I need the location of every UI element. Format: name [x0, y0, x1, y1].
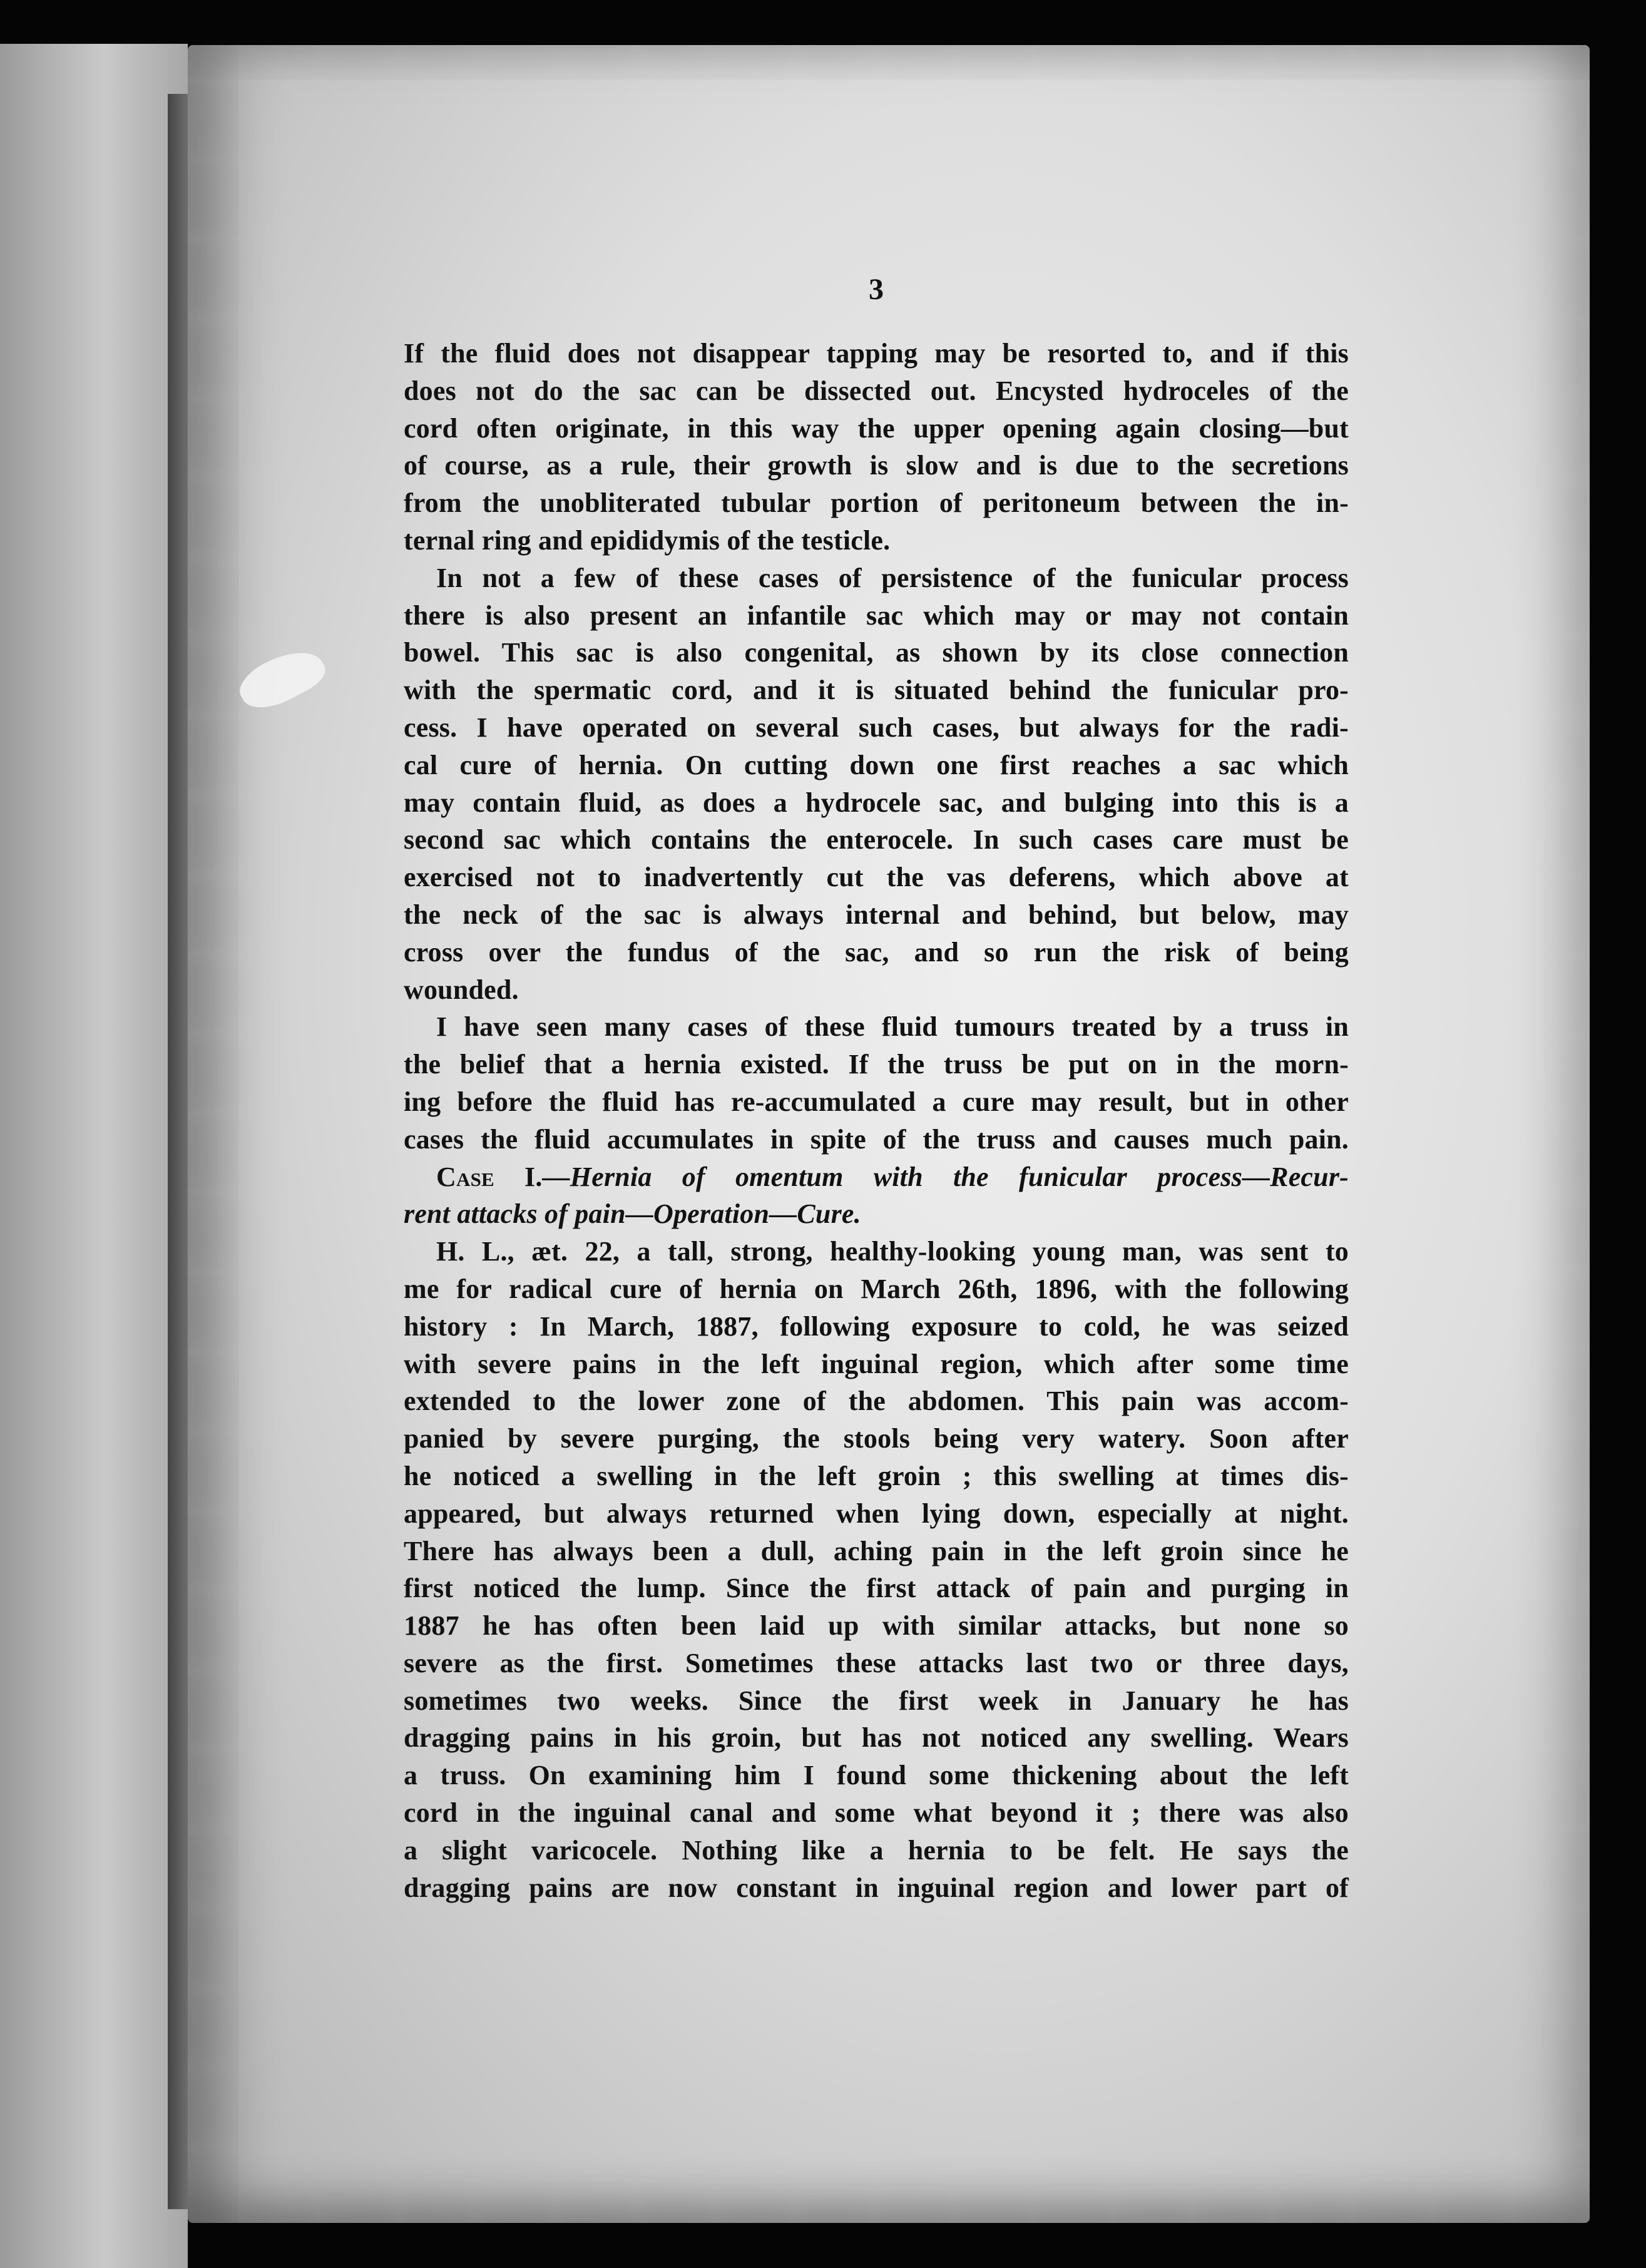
text-line: of course, as a rule, their growth is slow and is due to the secretions [404, 450, 1349, 481]
case-heading-line [404, 1158, 1349, 1196]
case-heading-line [404, 1195, 1349, 1233]
text-line: exercised not to inadvertently cut the vas deferens, which above at [404, 862, 1349, 893]
text-line: In not a few of these cases of persistence of the funicular process [436, 562, 1349, 593]
text-line: ing before the fluid has re-accumulated a cure may result, but in other [404, 1086, 1349, 1117]
text-line: a truss. On examining him I found some thickening about the left [404, 1760, 1349, 1791]
text-line: severe as the first. Sometimes these attacks last two or three days, [404, 1647, 1349, 1678]
text-line: panied by severe purging, the stools being very watery. Soon after [404, 1423, 1349, 1454]
case-title-part1: —Hernia of omentum with the funicular process—Recur- [542, 1161, 1349, 1192]
text-line: I have seen many cases of these fluid tumours treated by a truss in [436, 1011, 1349, 1043]
paragraph-3 [404, 1008, 1349, 1158]
text-line: cess. I have operated on several such cases, but always for the radi- [404, 712, 1349, 743]
text-line: cord in the inguinal canal and some what beyond it ; there was also [404, 1797, 1349, 1829]
paragraph-2 [404, 559, 1349, 1009]
text-line: he noticed a swelling in the left groin ; this swelling at times dis- [404, 1460, 1349, 1491]
text-line: there is also present an infantile sac which may or may not contain [404, 600, 1349, 631]
text-line: with the spermatic cord, and it is situated behind the funicular pro- [404, 675, 1349, 706]
text-line: dragging pains are now constant in inguinal region and lower part of [404, 1872, 1349, 1903]
text-line: does not do the sac can be dissected out. Encysted hydroceles of the [404, 375, 1349, 406]
text-line: a slight varicocele. Nothing like a hernia to be felt. He says the [404, 1834, 1349, 1866]
paragraph-4 [404, 1233, 1349, 1906]
case-title-part2: rent attacks of pain—Operation—Cure. [404, 1198, 861, 1230]
page-number: 3 [869, 273, 884, 306]
text-line: H. L., æt. 22, a tall, strong, healthy-looking young man, was sent to [436, 1236, 1349, 1267]
text-line: 1887 he has often been laid up with similar attacks, but none so [404, 1610, 1349, 1642]
text-line: cases the fluid accumulates in spite of the truss and causes much pain. [404, 1123, 1349, 1155]
case-label: Case I. [436, 1161, 543, 1192]
text-line: first noticed the lump. Since the first attack of pain and purging in [404, 1573, 1349, 1604]
left-page-edge [0, 44, 188, 2268]
text-line: the belief that a hernia existed. If the truss be put on in the morn- [404, 1049, 1349, 1080]
text-line: appeared, but always returned when lying down, especially at night. [404, 1498, 1349, 1529]
text-line: sometimes two weeks. Since the first week in January he has [404, 1685, 1349, 1716]
text-line: cross over the fundus of the sac, and so run the risk of being [404, 936, 1349, 968]
text-line: history : In March, 1887, following exposure to cold, he was seized [404, 1310, 1349, 1342]
text-line: cal cure of hernia. On cutting down one first reaches a sac which [404, 749, 1349, 780]
text-line: There has always been a dull, aching pain in the left groin since he [404, 1535, 1349, 1566]
body-text [404, 335, 1349, 1906]
paragraph-1 [404, 335, 1349, 559]
text-line: wounded. [404, 974, 519, 1005]
text-line: me for radical cure of hernia on March 26th, 1896, with the following [404, 1273, 1349, 1304]
text-line: from the unobliterated tubular portion of peritoneum between the in- [404, 488, 1349, 519]
text-line: cord often originate, in this way the upper opening again closing—but [404, 412, 1349, 444]
text-line: may contain fluid, as does a hydrocele sac, and bulging into this is a [404, 787, 1349, 818]
text-line: the neck of the sac is always internal and behind, but below, may [404, 899, 1349, 930]
case-heading [404, 1158, 1349, 1234]
text-line: If the fluid does not disappear tapping may be resorted to, and if this [404, 338, 1349, 369]
text-line: ternal ring and epididymis of the testicle. [404, 524, 891, 556]
text-line: extended to the lower zone of the abdomen. This pain was accom- [404, 1386, 1349, 1417]
text-line: with severe pains in the left inguinal region, which after some time [404, 1348, 1349, 1379]
text-line: dragging pains in his groin, but has not noticed any swelling. Wears [404, 1722, 1349, 1754]
text-line: second sac which contains the enterocele. In such cases care must be [404, 824, 1349, 856]
text-line: bowel. This sac is also congenital, as shown by its close connection [404, 637, 1349, 668]
